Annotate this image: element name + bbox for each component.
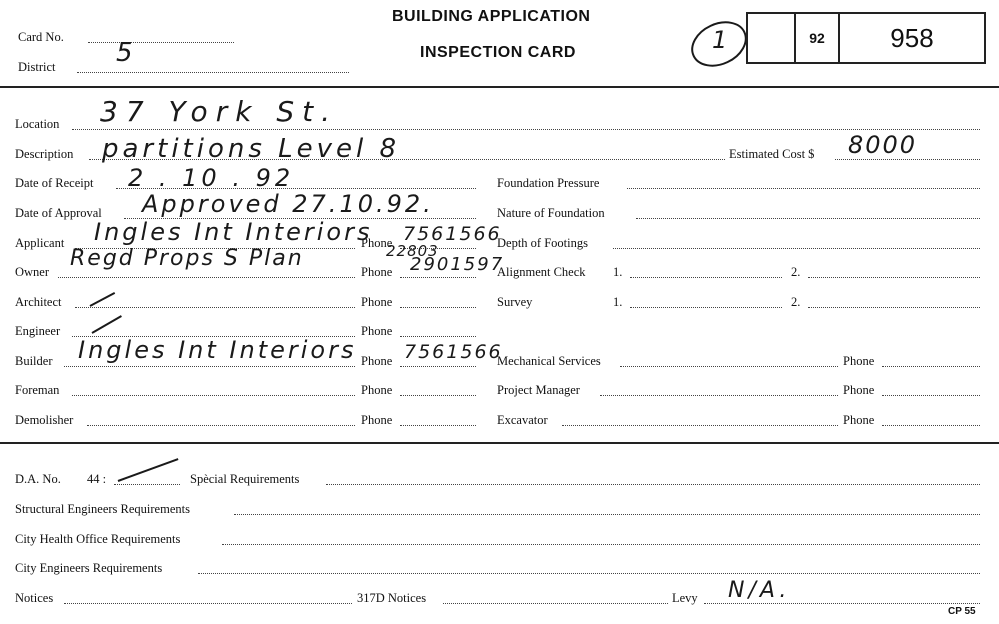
special-requirements-label: Spècial Requirements — [190, 472, 300, 486]
architect-phone-label: Phone — [361, 295, 393, 309]
title-line-1: BUILDING APPLICATION — [392, 8, 591, 25]
excavator-dots — [562, 425, 838, 426]
estimated-cost-label: Estimated Cost $ — [729, 147, 815, 161]
location-label: Location — [15, 117, 60, 131]
engineer-label: Engineer — [15, 324, 61, 338]
alignment-check-1-dots — [630, 277, 782, 278]
builder-handwriting: Ingles Int Interiors — [78, 336, 357, 364]
date-of-approval-handwriting: Approved 27.10.92. — [142, 190, 434, 218]
demolisher-label: Demolisher — [15, 413, 74, 427]
foreman-phone-label: Phone — [361, 383, 393, 397]
engineer-strike-mark — [92, 315, 122, 334]
owner-phone-dots — [400, 277, 476, 278]
applicant-label: Applicant — [15, 236, 65, 250]
foreman-dots — [72, 395, 355, 396]
card-no-dots — [88, 42, 234, 43]
notices-dots — [64, 603, 352, 604]
city-engineers-dots — [198, 573, 980, 574]
demolisher-phone-dots — [400, 425, 476, 426]
levy-label: Levy — [672, 591, 698, 605]
survey-1-dots — [630, 307, 782, 308]
depth-of-footings-label: Depth of Footings — [497, 236, 588, 250]
alignment-check-1-label: 1. — [613, 265, 623, 279]
alignment-check-2-dots — [808, 277, 980, 278]
applicant-phone-label: Phone — [361, 236, 393, 250]
project-manager-dots — [600, 395, 838, 396]
architect-phone-dots — [400, 307, 476, 308]
owner-phone-handwriting-2: 2901597 — [410, 254, 505, 275]
nature-of-foundation-dots — [636, 218, 980, 219]
da-prefix: 44 : — [87, 472, 107, 486]
structural-engineers-dots — [234, 514, 980, 515]
location-dots — [72, 129, 980, 130]
owner-handwriting: Regd Props S Plan — [70, 246, 304, 271]
description-handwriting: partitions Level 8 — [102, 134, 401, 164]
applicant-phone-handwriting: 7561566 — [403, 223, 502, 245]
section-divider — [0, 442, 999, 444]
project-manager-phone-dots — [882, 395, 980, 396]
survey-1-label: 1. — [613, 295, 623, 309]
builder-dots — [64, 366, 355, 367]
card-no-label-text: Card No. — [18, 30, 64, 44]
architect-dots — [75, 307, 355, 308]
mechanical-services-phone-dots — [882, 366, 980, 367]
form-code: CP 55 — [948, 606, 976, 617]
levy-dots — [704, 603, 980, 604]
survey-label: Survey — [497, 295, 533, 309]
owner-phone-handwriting-1: 22803 — [386, 242, 439, 260]
description-label: Description — [15, 147, 74, 161]
alignment-check-label: Alignment Check — [497, 265, 586, 279]
alignment-check-2-label: 2. — [791, 265, 801, 279]
city-engineers-label: City Engineers Requirements — [15, 561, 163, 575]
builder-phone-dots — [400, 366, 476, 367]
district-handwriting: 5 — [116, 38, 135, 68]
da-no-strike-mark — [118, 458, 179, 482]
da-no-dots — [114, 484, 180, 485]
circled-number: 1 — [712, 26, 730, 54]
excavator-phone-dots — [882, 425, 980, 426]
owner-dots — [58, 277, 355, 278]
location-handwriting: 37 York St. — [100, 95, 338, 128]
architect-strike-mark — [90, 292, 116, 307]
owner-label: Owner — [15, 265, 50, 279]
mechanical-services-phone-label: Phone — [843, 354, 875, 368]
foreman-label: Foreman — [15, 383, 60, 397]
survey-2-dots — [808, 307, 980, 308]
architect-label: Architect — [15, 295, 62, 309]
applicant-handwriting: Ingles Int Interiors — [94, 218, 373, 246]
title-line-2: INSPECTION CARD — [420, 44, 576, 61]
project-manager-phone-label: Phone — [843, 383, 875, 397]
notices-317d-label: 317D Notices — [357, 591, 427, 605]
number-box: 958 — [838, 12, 986, 64]
year-box: 92 — [794, 12, 840, 64]
foundation-pressure-dots — [627, 188, 980, 189]
builder-phone-label: Phone — [361, 354, 393, 368]
date-of-receipt-handwriting: 2 . 10 . 92 — [128, 164, 295, 192]
engineer-phone-label: Phone — [361, 324, 393, 338]
mechanical-services-label: Mechanical Services — [497, 354, 601, 368]
notices-317d-dots — [443, 603, 668, 604]
foundation-pressure-label: Foundation Pressure — [497, 176, 600, 190]
header-divider — [0, 86, 999, 88]
blank-box — [746, 12, 796, 64]
excavator-label: Excavator — [497, 413, 548, 427]
district-dots — [77, 72, 349, 73]
demolisher-phone-label: Phone — [361, 413, 393, 427]
owner-phone-label: Phone — [361, 265, 393, 279]
notices-label: Notices — [15, 591, 54, 605]
levy-handwriting: N/A. — [728, 578, 791, 603]
structural-engineers-label: Structural Engineers Requirements — [15, 502, 190, 516]
city-health-label: City Health Office Requirements — [15, 532, 181, 546]
nature-of-foundation-label: Nature of Foundation — [497, 206, 605, 220]
date-of-receipt-label: Date of Receipt — [15, 176, 94, 190]
city-health-dots — [222, 544, 980, 545]
depth-of-footings-dots — [613, 248, 980, 249]
builder-phone-handwriting: 7561566 — [404, 341, 503, 363]
demolisher-dots — [87, 425, 355, 426]
estimated-cost-handwriting: 8000 — [848, 131, 918, 159]
engineer-phone-dots — [400, 336, 476, 337]
survey-2-label: 2. — [791, 295, 801, 309]
mechanical-services-dots — [620, 366, 838, 367]
foreman-phone-dots — [400, 395, 476, 396]
special-requirements-dots — [326, 484, 980, 485]
excavator-phone-label: Phone — [843, 413, 875, 427]
estimated-cost-dots — [835, 159, 980, 160]
project-manager-label: Project Manager — [497, 383, 580, 397]
district-label: District — [18, 60, 56, 74]
builder-label: Builder — [15, 354, 53, 368]
date-of-approval-label: Date of Approval — [15, 206, 102, 220]
da-no-label: D.A. No. — [15, 472, 61, 486]
